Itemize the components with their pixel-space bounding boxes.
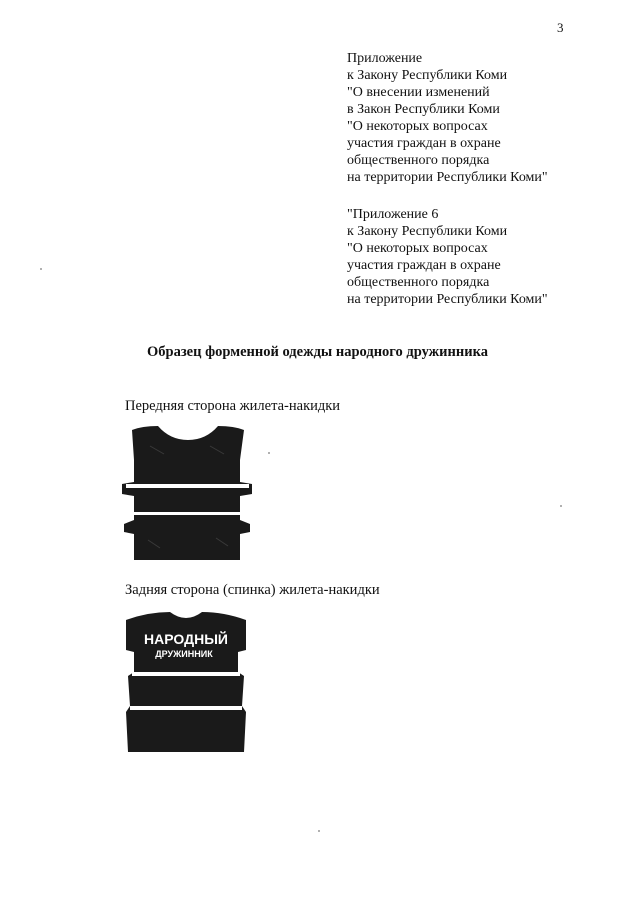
- appendix-line: участия граждан в охране: [347, 258, 501, 273]
- appendix-line: Приложение: [347, 51, 423, 66]
- appendix-line: участия граждан в охране: [347, 136, 501, 151]
- appendix-line: общественного порядка: [347, 153, 490, 168]
- appendix-line: "О внесении изменений: [347, 85, 490, 100]
- appendix-line: в Закон Республики Коми: [347, 102, 500, 117]
- scan-speck: [40, 268, 42, 270]
- vest-front-body: [122, 426, 252, 560]
- vest-front-image: [120, 420, 255, 565]
- document-title: Образец форменной одежды народного дружинника: [147, 344, 488, 360]
- back-caption: Задняя сторона (спинка) жилета-накидки: [125, 582, 380, 598]
- reflective-stripe-upper: [126, 484, 249, 488]
- appendix-line: к Закону Республики Коми: [347, 68, 508, 83]
- appendix-line: на территории Республики Коми": [347, 170, 548, 185]
- scan-speck: [560, 505, 562, 507]
- reflective-stripe-upper: [132, 672, 240, 676]
- appendix-line: на территории Республики Коми": [347, 292, 548, 307]
- front-caption: Передняя сторона жилета-накидки: [125, 398, 341, 414]
- appendix-line: "Приложение 6: [347, 207, 439, 222]
- vest-label-line1: НАРОДНЫЙ: [144, 631, 228, 647]
- scan-speck: [268, 452, 270, 454]
- reflective-stripe-lower: [130, 706, 242, 710]
- appendix-6-header: [347, 206, 548, 308]
- appendix-line: "О некоторых вопросах: [347, 119, 488, 134]
- vest-label-line2: ДРУЖИННИК: [155, 649, 213, 659]
- appendix-header: [347, 50, 548, 186]
- page-number: 3: [557, 20, 564, 35]
- scan-speck: [318, 830, 320, 832]
- vest-back-image: [118, 606, 253, 756]
- appendix-line: общественного порядка: [347, 275, 490, 290]
- appendix-line: "О некоторых вопросах: [347, 241, 488, 256]
- reflective-stripe-lower: [134, 512, 240, 515]
- appendix-line: к Закону Республики Коми: [347, 224, 508, 239]
